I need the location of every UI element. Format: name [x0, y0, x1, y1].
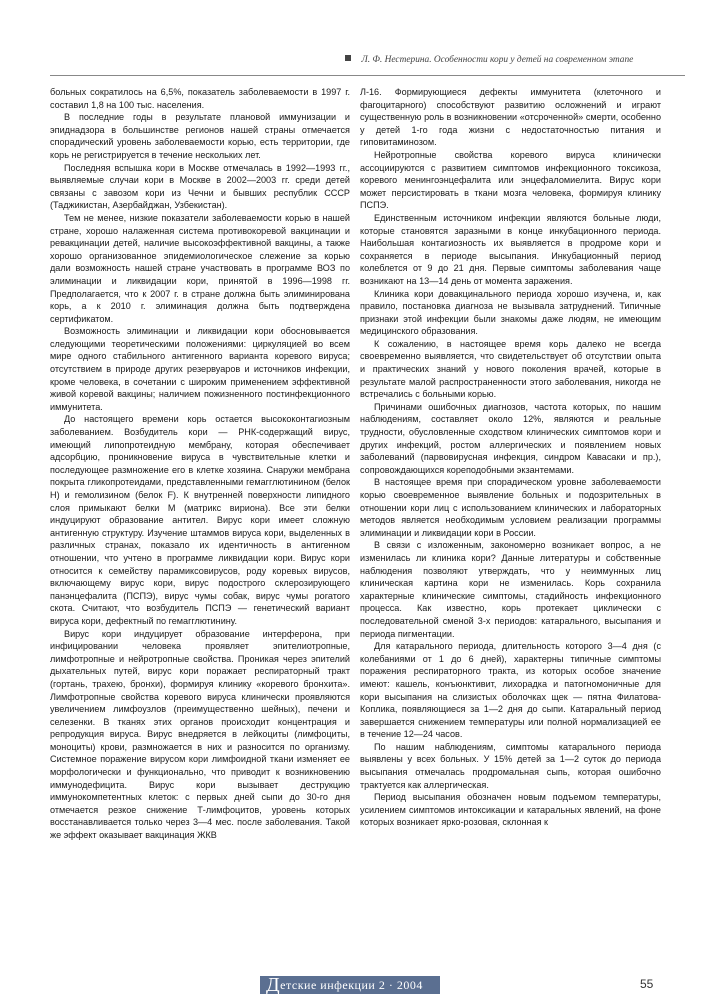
left-text-column [50, 86, 350, 976]
journal-footer-band [260, 976, 440, 994]
running-title: Л. Ф. Нестерина. Особенности кори у детей на современном этапе [361, 55, 634, 65]
paragraph: Вирус кори индуцирует образование интерферона, при инфицировании человека проявляет эпителиотропные, лимфотропные и нейротропные свойства. Проникая через эпителий дыхательных путей, вирус кори поражает респираторный тракт (гортань, трахею, бронхи), формируя клинику «коревого бронхита». Лимфотропные свойства коревого вируса клинически проявляются увеличением лимфоузлов (преимущественно шейных), печени и селезенки. В тканях этих органов происходит концентрация и репродукция вируса. Вирус внедряется в лейкоциты (лимфоциты, моноциты) крови, размножается в них и разносится по организму. Системное поражение вирусом кори лимфоидной ткани изменяет ее морфологически и функционально, что приводит к возникновению иммунодефицита. Вирус кори вызывает деструкцию иммунокомпетентных клеток: с первых дней сыпи до 30-го дня отмечается резкое снижение Т-лимфоцитов, уровень которых восстанавливается только через 3—4 мес. после заболевания. Такой же эффект оказывает вакцинация ЖКВ [50, 628, 350, 841]
paragraph: Л-16. Формирующиеся дефекты иммунитета (клеточного и фагоцитарного) способствуют развитию осложнений и играют существенную роль в возникновении «отсроченной» смерти, особенно у детей 1-го года жизни с недостаточностью питания и гиповитаминозом. [360, 87, 661, 148]
paragraph: Клиника кори довакцинального периода хорошо изучена, и, как правило, постановка диагноза не вызывала затруднений. Типичные признаки этой инфекции были знакомы даже людям, не имеющим медицинского образования. [360, 288, 661, 337]
paragraph: Причинами ошибочных диагнозов, частота которых, по нашим наблюдениям, составляет около 12%, являются и реальные трудности, обусловленные сходством клинических симптомов кори и других инфекций, ростом аллергических и появлением новых заболеваний (парвовирусная инфекция, синдром Кавасаки и пр.), сопровождающихся кореподобными экзантемами. [360, 401, 661, 475]
paragraph: В связи с изложенным, закономерно возникает вопрос, а не изменилась ли клиника кори? Данные литературы и собственные наблюдения позволяют утверждать, что у неиммунных лиц клиническая картина кори не изменилась. Корь сохранила характерные клинические симптомы, стадийность инфекционного процесса. Как известно, корь протекает циклически с последовательной сменой 3-х периодов: катарального, высыпания и периода пигментации. [360, 540, 661, 639]
right-text-column [360, 86, 661, 976]
paragraph: Последняя вспышка кори в Москве отмечалась в 1992—1993 гг., выявляемые случаи кори в Москве в 2002—2003 гг. среди детей связаны с завозом кори из Чечни и бывших республик СССР (Таджикистан, Азербайджан, Узбекистан). [50, 162, 350, 211]
paragraph: больных сократилось на 6,5%, показатель заболеваемости в 1997 г. составил 1,8 на 100 тыс. населения. [50, 87, 350, 110]
paragraph: По нашим наблюдениям, симптомы катарального периода выявлены у всех больных. У 15% детей за 1—2 суток до периода высыпания отмечалась продромальная сыпь, которая ошибочно трактуется как аллергическая. [360, 741, 661, 790]
paragraph: К сожалению, в настоящее время корь далеко не всегда своевременно выявляется, что свидетельствует об отсутствии опыта и практических знаний у нового поколения врачей, которые в результате малой распространенности этого заболевания, никогда не встречались с больными корью. [360, 338, 661, 400]
paragraph: Тем не менее, низкие показатели заболеваемости корью в нашей стране, хорошо налаженная система противокоревой вакцинации и ревакцинации детей, наличие высокоэффективной вакцины, а также хорошо организованное эпидемиологическое слежение за корью дали возможность нашей стране участвовать в программе ВОЗ по элиминации и ликвидации кори, принятой в 1996—1998 гг. Предполагается, что к 2007 г. в стране должна быть элиминирована корь, а к 2010 г. элиминация должна быть подтверждена сертификатом. [50, 212, 350, 324]
paragraph: Для катарального периода, длительность которого 3—4 дня (с колебаниями от 1 до 6 дней), характерны типичные симптомы поражения респираторного тракта, из которых особое значение имеют: кашель, конъюнктивит, лихорадка и патогномоничные для кори высыпания на слизистых оболочках щек — пятна Филатова-Коплика, появляющиеся за 1—2 дня до сыпи. Катаральный период завершается снижением температуры или полной нормализацией ее в течение 12—24 часов. [360, 641, 661, 740]
paragraph: Нейротропные свойства коревого вируса клинически ассоциируются с развитием симптомов инфекционного токсикоза, коревого менингоэнцефалита или энцефаломиелита. Вирус кори может персистировать в ткани мозга человека, формируя клинику ПСПЭ. [360, 149, 661, 211]
header-rule [50, 75, 685, 76]
paragraph: До настоящего времени корь остается высококонтагиозным заболеванием. Возбудитель кори — РНК-содержащий вирус, имеющий липопротеидную мембрану, которая обеспечивает адсорбцию, проникновение вируса в чувствительные клетки и последующее размножение его в клетке хозяина. Снаружи мембрана покрыта гликопротеидами, представленными гемагглютинином (белок Н) и гемолизином (белок F). К внутренней поверхности липидного слоя примыкают белки М (матрикс вириона). Все эти белки индуцируют образование антител. Вирус кори имеет сложную антигенную структуру. Изучение штаммов вируса кори, выделенных в различных странах, показало их идентичность в антигенном отношении, что учтено в программе ликвидации кори. Вирус кори относится к семейству парамиксовирусов, роду коревых вирусов, включающему вирус кори, вирус подострого склерозирующего панэнцефалита (ПСПЭ), вирус чумы собак, вирус чумы рогатого скота. Считают, что возбудитель ПСПЭ — генетический вариант вируса кори, дефектный по гемагглютинину. [50, 414, 350, 626]
paragraph: В последние годы в результате плановой иммунизации и эпиднадзора в большинстве регионов нашей страны отмечается спорадический уровень заболеваемости корью, есть территории, где корь не регистрируется в течение нескольких лет. [50, 112, 350, 160]
square-bullet-icon [345, 55, 351, 61]
paragraph: Период высыпания обозначен новым подъемом температуры, усилением симптомов интоксикации и катаральных явлений, на фоне которых возникает ярко-розовая, склонная к [360, 792, 661, 828]
journal-name: етские инфекции 2 · 2004 [280, 978, 423, 992]
paragraph: Единственным источником инфекции являются больные люди, которые становятся заразными в конце инкубационного периода. Наибольшая контагиозность их выявляется в продроме кори и сохраняется в периоде высыпания. Инкубационный период колеблется от 9 до 21 дня. Первые симптомы заболевания чаще возникают на 13—14 день от момента заражения. [360, 212, 661, 286]
paragraph: Возможность элиминации и ликвидации кори обосновывается следующими теоретическими положениями: циркуляцией во всем мире одного стабильного антигенного варианта коревого вируса; отсутствием в природе других резервуаров и источников инфекции, кроме человека, в сочетании с широким применением эффективной живой коревой вакцины; наличием пожизненного постинфекционного иммунитета. [50, 326, 350, 412]
paragraph: В настоящее время при спорадическом уровне заболеваемости корью своевременное выявление больных и подозрительных в отношении кори лиц с использованием клинических и лабораторных методов является необходимым условием реализации программы элиминации и ликвидации кори в России. [360, 477, 661, 538]
page-number: 55 [640, 977, 654, 991]
running-header [345, 55, 685, 69]
journal-initial: Д [266, 974, 281, 996]
